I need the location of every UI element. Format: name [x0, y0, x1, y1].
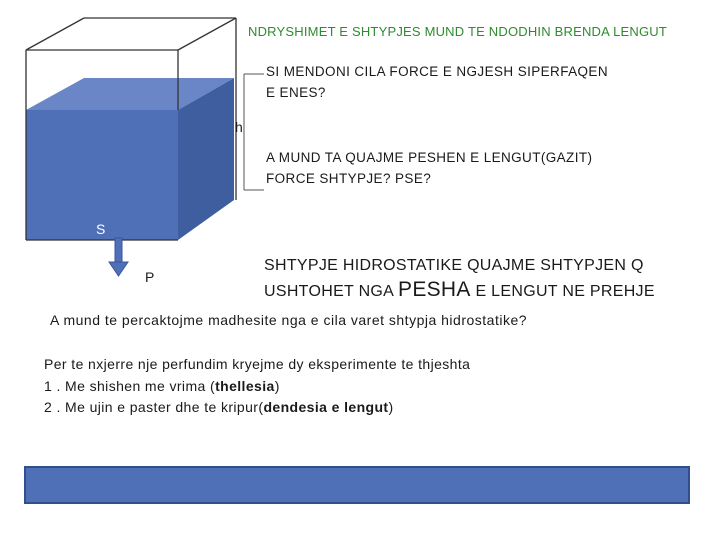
question-surface-line2: E ENES?: [266, 85, 326, 100]
experiments-list: [44, 354, 470, 419]
page-title: NDRYSHIMET E SHTYPJES MUND TE NDODHIN BRENDA LENGUT: [248, 24, 668, 39]
hydrostatic-line1: SHTYPJE HIDROSTATIKE QUAJME SHTYPJEN Q: [264, 257, 644, 274]
experiments-intro: Per te nxjerre nje perfundim kryejme dy eksperimente te thjeshta: [44, 356, 471, 372]
question-weight-line2: FORCE SHTYPJE? PSE?: [266, 171, 432, 186]
experiment-1-close: ): [274, 377, 280, 394]
experiment-1-text: 1 . Me shishen me vrima (: [44, 377, 216, 394]
question-weight-force: [266, 147, 592, 189]
experiment-1-keyword: thellesia: [215, 377, 275, 394]
hydrostatic-definition: [264, 254, 655, 304]
question-surface-line1: SI MENDONI CILA FORCE E NGJESH SIPERFAQEN: [266, 64, 608, 79]
surface-label: S: [96, 221, 106, 237]
weight-arrow: [109, 238, 128, 276]
weight-label: P: [145, 269, 155, 285]
hydrostatic-line2-start: USHTOHET NGA: [264, 283, 399, 300]
experiment-item-1: [44, 376, 470, 398]
experiment-2-keyword: dendesia e lengut: [263, 399, 389, 415]
experiment-item-2: [44, 397, 470, 419]
hydrostatic-line2: [264, 278, 655, 304]
experiment-2-text: 2 . Me ujin e paster dhe te kripur(: [44, 399, 264, 415]
bottom-bar: [24, 466, 690, 504]
question-weight-line1: A MUND TA QUAJME PESHEN E LENGUT(GAZIT): [266, 150, 593, 165]
experiment-2-close: ): [388, 399, 394, 415]
question-surface-force: [266, 61, 608, 103]
hydrostatic-weight-word: PESHA: [398, 278, 471, 301]
height-label: h: [235, 119, 243, 135]
question-factors: A mund te percaktojme madhesite nga e cila varet shtypja hidrostatike?: [50, 312, 528, 328]
height-marker: [244, 74, 264, 190]
hydrostatic-line2-end: E LENGUT NE PREHJE: [470, 283, 655, 300]
